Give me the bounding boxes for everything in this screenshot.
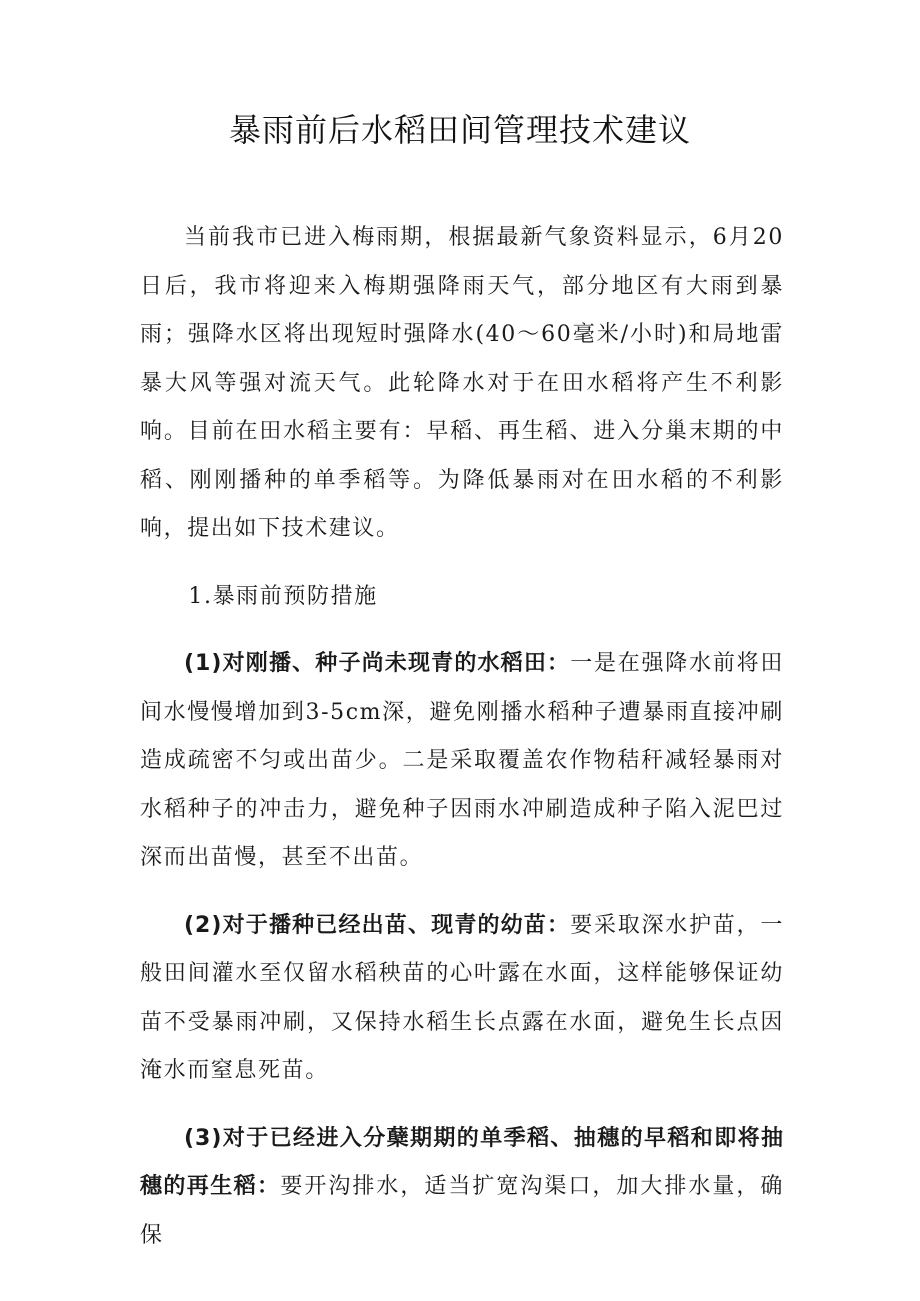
- measure-item-2-lead: (2)对于播种已经出苗、现青的幼苗：: [184, 912, 571, 938]
- measure-item-3-lead: (3)对于已经进入分蘖期期的单季稻、抽穗的早稻和即将抽穗的再生稻：: [140, 1125, 784, 1199]
- intro-paragraph: 当前我市已进入梅雨期，根据最新气象资料显示，6月20日后，我市将迎来入梅期强降雨天气，部分地区有大雨到暴雨；强降水区将出现短时强降水(40～60毫米/小时)和局地雷暴大风等强对流天气。此轮降水对于在田水稻将产生不利影响。目前在田水稻主要有：早稻、再生稻、进入分巢末期的中稻、刚刚播种的单季稻等。为降低暴雨对在田水稻的不利影响，提出如下技术建议。: [140, 225, 784, 541]
- measure-item-1-text: 一是在强降水前将田间水慢慢增加到3-5cm深，避免刚播水稻种子遭暴雨直接冲刷造成疏密不匀或出苗少。二是采取覆盖农作物秸秆减轻暴雨对水稻种子的冲击力，避免种子因雨水冲刷造成种子陷入泥巴过深而出苗慢，甚至不出苗。: [140, 651, 784, 870]
- measure-item-1: [140, 640, 784, 883]
- measure-item-2-text: 要采取深水护苗，一般田间灌水至仅留水稻秧苗的心叶露在水面，这样能够保证幼苗不受暴雨冲刷，又保持水稻生长点露在水面，避免生长点因淹水而窒息死苗。: [140, 912, 784, 1083]
- measure-item-2: [140, 902, 784, 1096]
- section-heading: 1.暴雨前预防措施: [188, 583, 378, 609]
- measure-item-3-text: 要开沟排水，适当扩宽沟渠口，加大排水量，确保: [140, 1174, 784, 1248]
- measure-item-3: [140, 1115, 784, 1261]
- measure-item-1-lead: (1)对刚播、种子尚未现青的水稻田：: [184, 651, 571, 676]
- document-body: [140, 214, 784, 1260]
- document-title: 暴雨前后水稻田间管理技术建议: [228, 111, 691, 149]
